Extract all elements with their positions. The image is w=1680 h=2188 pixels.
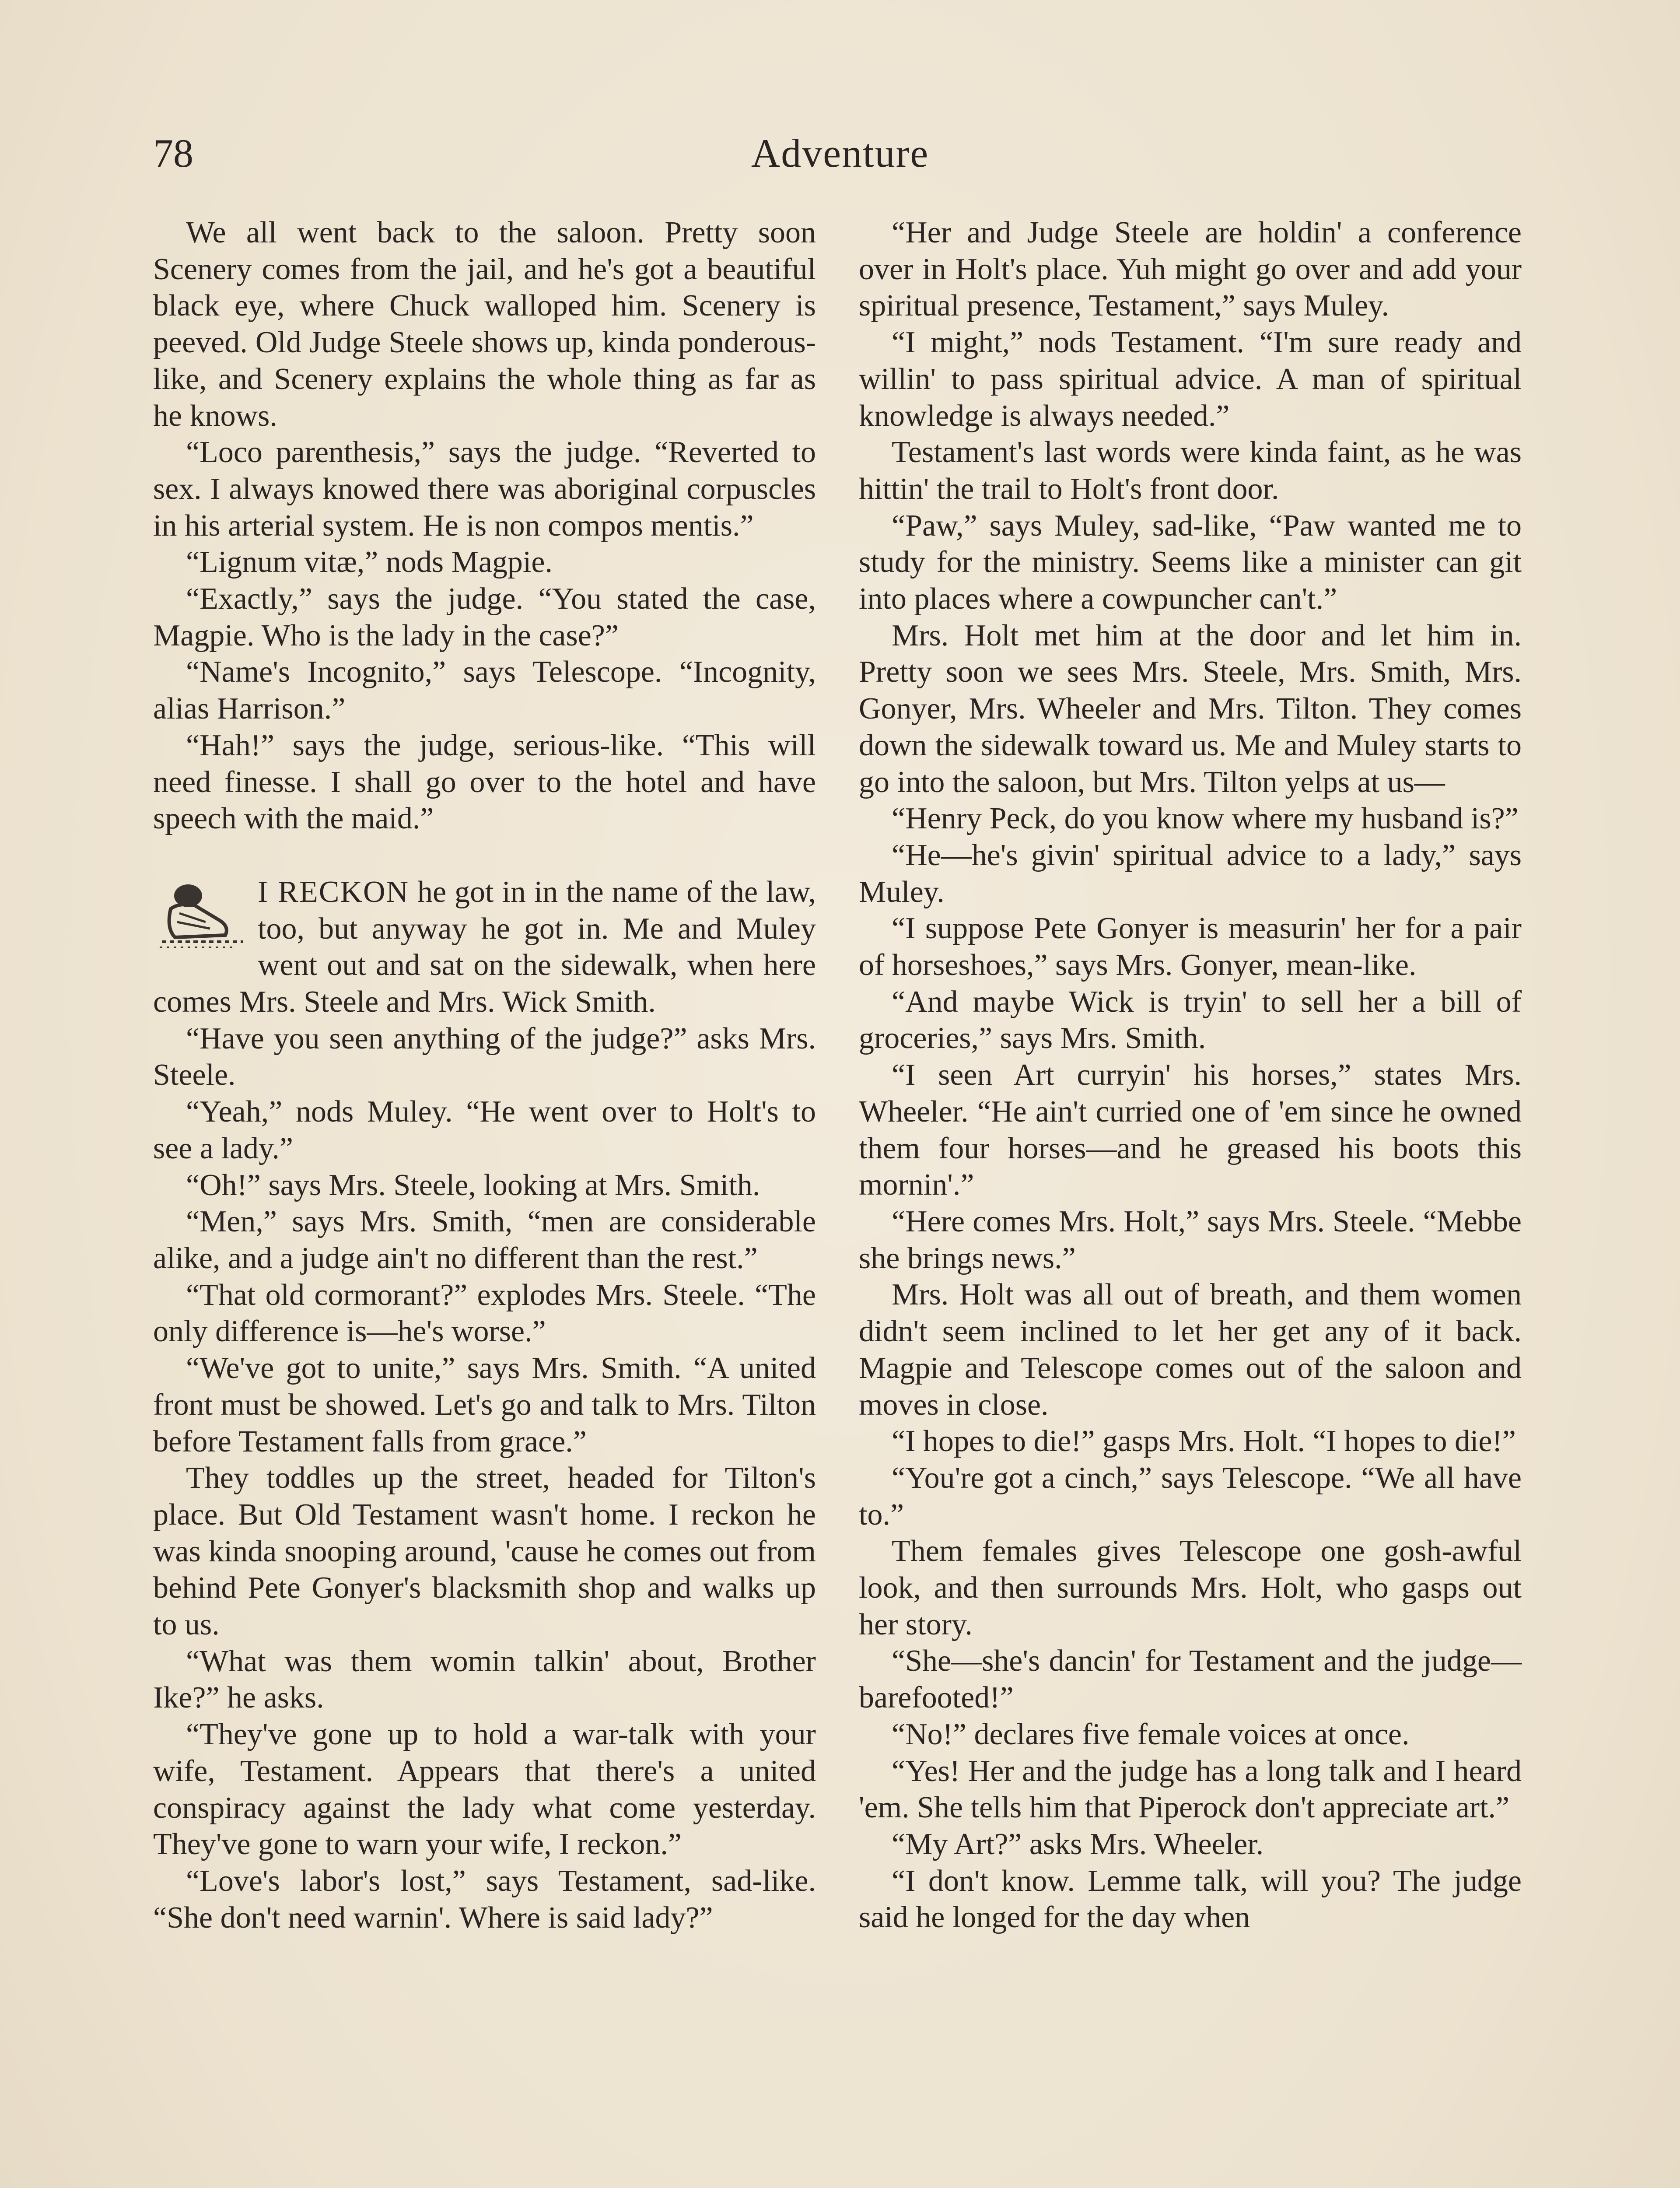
paragraph: Mrs. Holt met him at the door and let him in. Pretty soon we sees Mrs. Steele, Mrs. Smith, Mrs. Gonyer, Mrs. Wheeler and Mrs. Tilton. They comes down the sidewalk toward us. Me and Muley starts to go into the saloon, but Mrs. Tilton yelps at us— [859,618,1522,799]
paragraph: “I hopes to die!” gasps Mrs. Holt. “I hopes to die!” [892,1424,1516,1459]
paragraph: “He—he's givin' spiritual advice to a lady,” says Muley. [859,838,1522,909]
paragraph: “I seen Art curryin' his horses,” states Mrs. Wheeler. “He ain't curried one of 'em since he owned them four horses—and he greased his boots this mornin'.” [859,1058,1522,1202]
paragraph: Mrs. Holt was all out of breath, and them women didn't seem inclined to let her get any of it back. Magpie and Telescope comes out of the saloon and moves in close. [859,1278,1522,1422]
paragraph: Testament's last words were kinda faint, as he was hittin' the trail to Holt's front door. [859,435,1522,506]
paragraph: “That old cormorant?” explodes Mrs. Steele. “The only difference is—he's worse.” [153,1278,816,1349]
paragraph: “Exactly,” says the judge. “You stated the case, Magpie. Who is the lady in the case?” [153,582,816,652]
section-break [153,837,816,874]
paragraph: “I don't know. Lemme talk, will you? The judge said he longed for the day when [859,1864,1522,1935]
page-header [153,125,1527,182]
right-column [859,214,1522,2188]
page-number: 78 [153,131,193,175]
paragraph: “Yeah,” nods Muley. “He went over to Holt's to see a lady.” [153,1095,816,1165]
paragraph: “Loco parenthesis,” says the judge. “Reverted to sex. I always knowed there was aboriginal corpuscles in his arterial system. He is non compos mentis.” [153,435,816,543]
paragraph: “No!” declares five female voices at once. [892,1717,1410,1751]
paragraph: “Lignum vitæ,” nods Magpie. [186,545,553,579]
paragraph: Them females gives Telescope one gosh-awful look, and then surrounds Mrs. Holt, who gasps out her story. [859,1534,1522,1641]
paragraph: “Love's labor's lost,” says Testament, sad-like. “She don't need warnin'. Where is said lady?” [153,1864,816,1935]
paragraph: “Her and Judge Steele are holdin' a conference over in Holt's place. Yuh might go over and add your spiritual presence, Testament,” says Muley. [859,216,1522,323]
paragraph: “And maybe Wick is tryin' to sell her a bill of groceries,” says Mrs. Smith. [859,985,1522,1055]
paragraph: “She—she's dancin' for Testament and the judge—barefooted!” [859,1644,1522,1715]
paragraph: “Have you seen anything of the judge?” asks Mrs. Steele. [153,1021,816,1092]
magazine-title: Adventure [751,131,929,175]
paragraph: “Here comes Mrs. Holt,” says Mrs. Steele. “Mebbe she brings news.” [859,1204,1522,1275]
paragraph: “Yes! Her and the judge has a long talk and I heard 'em. She tells him that Piperock don't appreciate art.” [859,1754,1522,1825]
section-opening-paragraph [153,874,816,1020]
paragraph: “You're got a cinch,” says Telescope. “We all have to.” [859,1461,1522,1532]
paragraph: “Henry Peck, do you know where my husband is?” [892,802,1519,836]
paragraph: “We've got to unite,” says Mrs. Smith. “A united front must be showed. Let's go and talk to Mrs. Tilton before Testament falls from grace.” [153,1351,816,1459]
paragraph: “What was them womin talkin' about, Brother Ike?” he asks. [153,1644,816,1715]
paragraph: “My Art?” asks Mrs. Wheeler. [892,1827,1264,1861]
paragraph: We all went back to the saloon. Pretty soon Scenery comes from the jail, and he's got a beautiful black eye, where Chuck walloped him. Scenery is peeved. Old Judge Steele shows up, kinda ponderous-like, and Scenery explains the whole thing as far as he knows. [153,216,816,433]
paragraph: “They've gone up to hold a war-talk with your wife, Testament. Appears that there's a united conspiracy against the lady what come yesterday. They've gone to warn your wife, I reckon.” [153,1718,816,1862]
paragraph: “Name's Incognito,” says Telescope. “Incognity, alias Harrison.” [153,655,816,726]
paragraph: “I suppose Pete Gonyer is measurin' her for a pair of horseshoes,” says Mrs. Gonyer, mean-like. [859,912,1522,982]
left-column [153,214,816,2188]
paragraph: “Paw,” says Muley, sad-like, “Paw wanted me to study for the ministry. Seems like a minister can git into places where a cowpuncher can't.” [859,508,1522,616]
paragraph: They toddles up the street, headed for Tilton's place. But Old Testament wasn't home. I reckon he was kinda snooping around, 'cause he comes out from behind Pete Gonyer's blacksmith shop and walks up to us. [153,1461,816,1642]
paragraph: “Men,” says Mrs. Smith, “men are considerable alike, and a judge ain't no different than the rest.” [153,1205,816,1275]
paragraph: “Hah!” says the judge, serious-like. “This will need finesse. I shall go over to the hotel and have speech with the maid.” [153,728,816,836]
paragraph: “Oh!” says Mrs. Steele, looking at Mrs. Smith. [186,1168,760,1202]
paragraph: “I might,” nods Testament. “I'm sure ready and willin' to pass spiritual advice. A man of spiritual knowledge is always needed.” [859,326,1522,433]
section-lead-caps: I RECKON [258,875,410,909]
boot-ornament-icon [153,878,252,953]
section-lead-text: he got in in the name of the law, too, but anyway he got in. Me and Muley went out and sat on the sidewalk, when here comes Mrs. Steele and Mrs. Wick Smith. [153,875,816,1019]
